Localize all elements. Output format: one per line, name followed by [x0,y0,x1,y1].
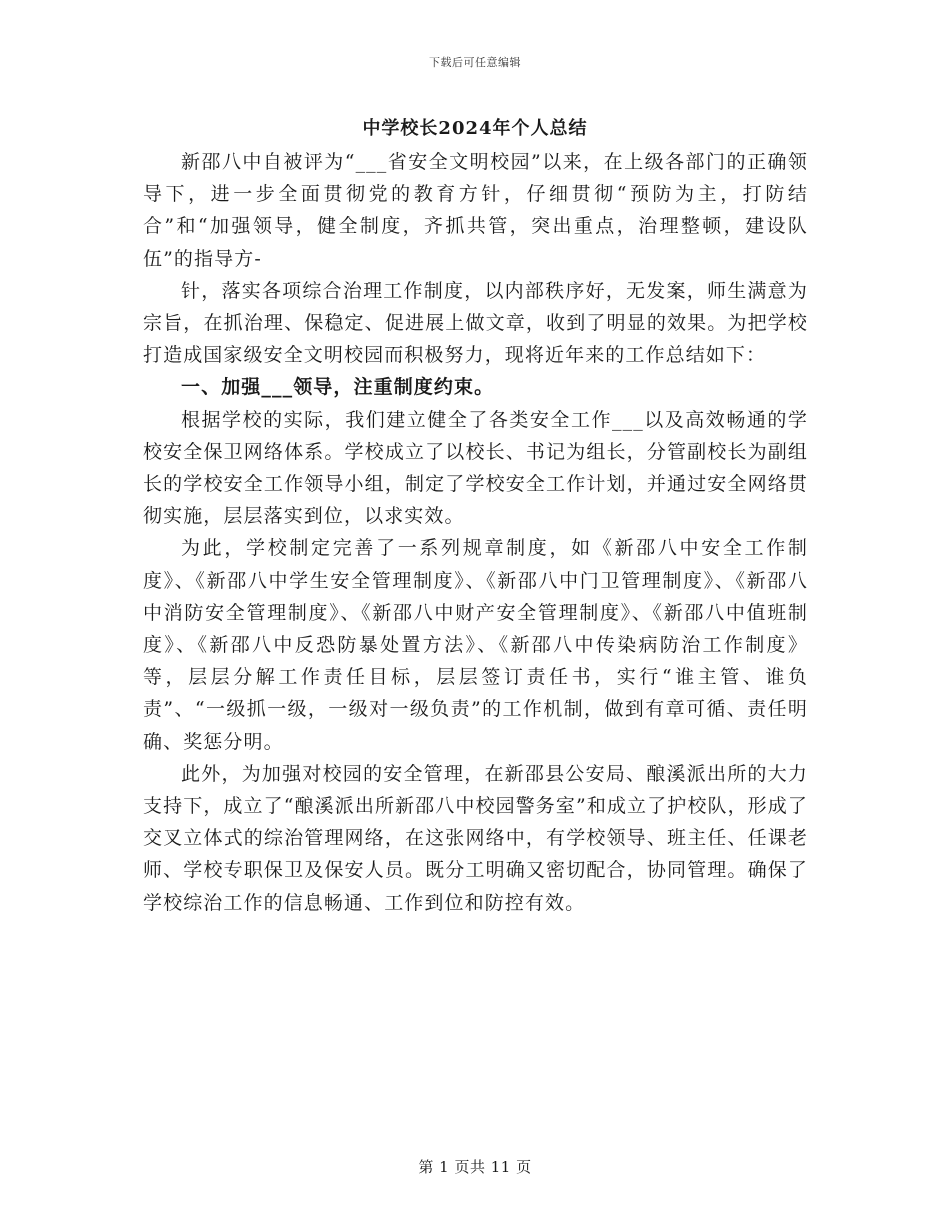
document-body [143,146,808,919]
header-note: 下载后可任意编辑 [429,56,521,69]
document-title: 中学校长2024年个人总结 [362,118,588,139]
paragraph-intro-continued: 针，落实各项综合治理工作制度，以内部秩序好，无发案，师生满意为宗旨，在抓治理、保稳定、促进展上做文章，收到了明显的效果。为把学校打造成国家级安全文明校园而积极努力，现将近年来的工作总结如下： [143,279,808,367]
paragraph-police-office: 此外，为加强对校园的安全管理，在新邵县公安局、酿溪派出所的大力支持下，成立了“酿溪派出所新邵八中校园警务室”和成立了护校队，形成了交叉立体式的综治管理网络，在这张网络中，有学校领导、班主任、任课老师、学校专职保卫及保安人员。既分工明确又密切配合，协同管理。确保了学校综治工作的信息畅通、工作到位和防控有效。 [143,762,808,914]
section-heading-1: 一、加强___领导，注重制度约束。 [181,376,495,399]
paragraph-safety-network: 根据学校的实际，我们建立健全了各类安全工作___以及高效畅通的学校安全保卫网络体系。学校成立了以校长、书记为组长，分管副校长为副组长的学校安全工作领导小组，制定了学校安全工作计划，并通过安全网络贯彻实施，层层落实到位，以求实效。 [143,408,808,528]
paragraph-intro: 新邵八中自被评为“___省安全文明校园”以来，在上级各部门的正确领导下，进一步全面贯彻党的教育方针，仔细贯彻“预防为主，打防结合”和“加强领导，健全制度，齐抓共管，突出重点，治理整顿，建设队伍”的指导方- [143,151,808,270]
page-footer: 第 1 页共 11 页 [418,1158,532,1176]
paragraph-regulations: 为此，学校制定完善了一系列规章制度，如《新邵八中安全工作制度》、《新邵八中学生安全管理制度》、《新邵八中门卫管理制度》、《新邵八中消防安全管理制度》、《新邵八中财产安全管理制度》、《新邵八中值班制度》、《新邵八中反恐防暴处置方法》、《新邵八中传染病防治工作制度》等，层层分解工作责任目标，层层签订责任书，实行“谁主管、谁负责”、“一级抓一级，一级对一级负责”的工作机制，做到有章可循、责任明确、奖惩分明。 [143,537,808,753]
